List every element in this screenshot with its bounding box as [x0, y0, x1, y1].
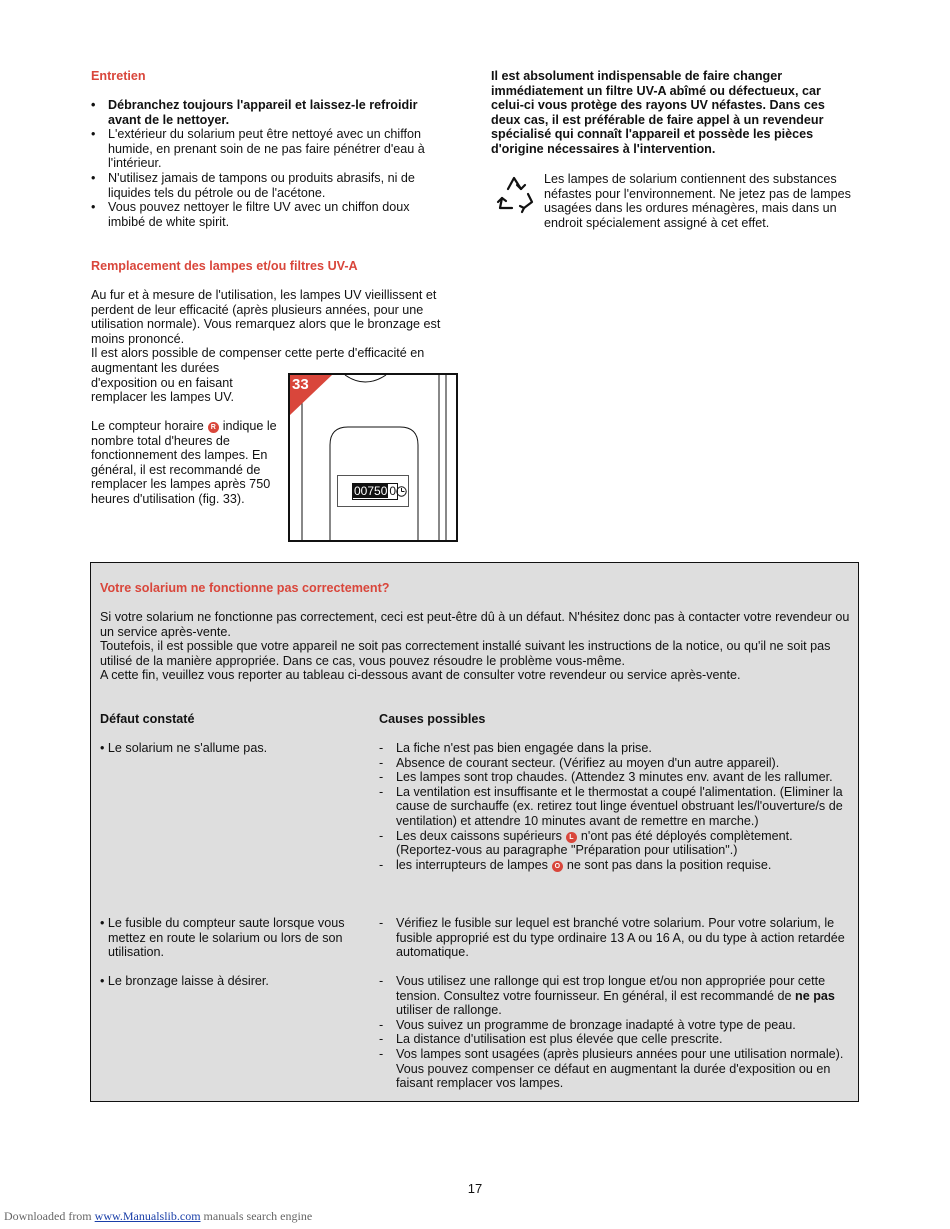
marker-l-icon: L [566, 832, 577, 843]
defaut-row-2: • Le fusible du compteur saute lorsque vous mettez en route le solarium ou lors de son utilisation. [100, 916, 345, 960]
remplacement-paragraph-2b: augmentant les durées d'exposition ou en faisant remplacer les lampes UV. [91, 361, 235, 405]
figure-number: 33 [292, 376, 309, 393]
uv-warning-text: Il est absolument indispensable de faire changer immédiatement un filtre UV-A abîmé ou défectueux, car celui-ci vous protège des rayons UV néfastes. Dans ces deux cas, il est préférable de faire appel à un revendeur spécialisé qui connaît l'appareil et possède les pièces d'origine nécessaires à l'intervention. [491, 69, 825, 156]
troubleshooting-heading: Votre solarium ne fonctionne pas correctement? [100, 581, 390, 595]
list-item: - Vous suivez un programme de bronzage inadapté à votre type de peau. [379, 1018, 851, 1033]
troubleshooting-box [90, 562, 859, 1102]
troubleshooting-intro: Si votre solarium ne fonctionne pas correctement, ceci est peut-être dû à un défaut. N'hésitez donc pas à contacter votre revendeur ou un service après-vente. Toutefois, il est possible que votre appareil ne soit pas correctement installé suivant les instructions de la notice, ou qu'il ne soit pas utilisé de la manière appropriée. Dans ce cas, vous pouvez résoudre le problème vous-même. A cette fin, veuillez vous reporter au tableau ci-dessous avant de consulter votre revendeur ou service après-vente. [100, 610, 850, 683]
figure-33 [288, 373, 458, 542]
download-footer: Downloaded from www.Manualslib.com manuals search engine [4, 1209, 313, 1223]
manualslib-link[interactable]: www.Manualslib.com [94, 1209, 201, 1223]
list-item: • N'utilisez jamais de tampons ou produits abrasifs, ni de liquides tels du pétrole ou de l'acétone. [91, 171, 446, 200]
entretien-heading: Entretien [91, 69, 146, 83]
hour-counter-illustration [290, 375, 456, 540]
list-item: - Vérifiez le fusible sur lequel est branché votre solarium. Pour votre solarium, le fusible approprié est du type ordinaire 13 A ou 16 A, ou du type à action retardée automatique. [379, 916, 851, 960]
page-number: 17 [467, 1181, 483, 1196]
marker-o-icon: O [552, 861, 563, 872]
list-item: • L'extérieur du solarium peut être nettoyé avec un chiffon humide, en prenant soin de ne pas faire pénétrer d'eau à l'intérieur. [91, 127, 446, 171]
causes-list-1 [379, 741, 851, 872]
recycle-icon [494, 172, 536, 214]
list-item: - Les lampes sont trop chaudes. (Attendez 3 minutes env. avant de les rallumer. [379, 770, 851, 785]
list-item: - Les deux caissons supérieurs L n'ont pas été déployés complètement. (Reportez-vous au paragraphe "Préparation pour utilisation".) [379, 829, 851, 858]
clock-icon [396, 486, 407, 497]
list-item: - Vous utilisez une rallonge qui est trop longue et/ou non appropriée pour cette tension. Consultez votre fournisseur. En général, il est recommandé de ne pas utiliser de rallonge. [379, 974, 851, 1018]
remplacement-paragraph: Au fur et à mesure de l'utilisation, les lampes UV vieillissent et perdent de leur efficacité (après plusieurs années, pour une utilisation normale). Vous remarquez alors que le bronzage est moins prononcé. [91, 288, 441, 346]
defaut-row-1: • Le solarium ne s'allume pas. [100, 741, 268, 755]
counter-digits: 00750 [354, 484, 388, 498]
list-item: - La ventilation est insuffisante et le thermostat a coupé l'alimentation. (Eliminer la cause de surchauffe (ex. retirez tout linge éventuel obstruant les/l'ouverture/s de ventilation) et attendre 10 minutes avant de remettre en marche.) [379, 785, 851, 829]
causes-list-2 [379, 916, 851, 960]
remplacement-paragraph-2a: Il est alors possible de compenser cette perte d'efficacité en [91, 346, 425, 360]
list-item: • Vous pouvez nettoyer le filtre UV avec un chiffon doux imbibé de white spirit. [91, 200, 446, 229]
list-item: - La distance d'utilisation est plus élevée que celle prescrite. [379, 1032, 851, 1047]
column-header-defaut: Défaut constaté [100, 712, 195, 726]
causes-list-3 [379, 974, 851, 1091]
recycle-text: Les lampes de solarium contiennent des substances néfastes pour l'environnement. Ne jetez pas de lampes usagées dans les ordures ménagères, mais dans un endroit spécialement assigné à cet effet. [544, 172, 851, 230]
counter-display [352, 483, 398, 500]
counter-digit-white: 0 [389, 484, 397, 498]
marker-r-icon: R [208, 422, 219, 433]
list-item: - les interrupteurs de lampes O ne sont pas dans la position requise. [379, 858, 851, 873]
entretien-list [91, 98, 446, 229]
hour-counter [337, 475, 409, 507]
list-item: - Absence de courant secteur. (Vérifiez au moyen d'un autre appareil). [379, 756, 851, 771]
column-header-causes: Causes possibles [379, 712, 486, 726]
list-item: - La fiche n'est pas bien engagée dans la prise. [379, 741, 851, 756]
defaut-row-3: • Le bronzage laisse à désirer. [100, 974, 269, 988]
compteur-paragraph: Le compteur horaire R indique le nombre total d'heures de fonctionnement des lampes. En général, il est recommandé de remplacer les lampes après 750 heures d'utilisation (fig. 33). [91, 419, 277, 506]
list-item: • Débranchez toujours l'appareil et laissez-le refroidir avant de le nettoyer. [91, 98, 446, 127]
remplacement-heading: Remplacement des lampes et/ou filtres UV-A [91, 259, 358, 273]
list-item: - Vos lampes sont usagées (après plusieurs années pour une utilisation normale). Vous pouvez compenser ce défaut en augmentant la durée d'exposition ou en faisant remplacer vos lampes. [379, 1047, 851, 1091]
